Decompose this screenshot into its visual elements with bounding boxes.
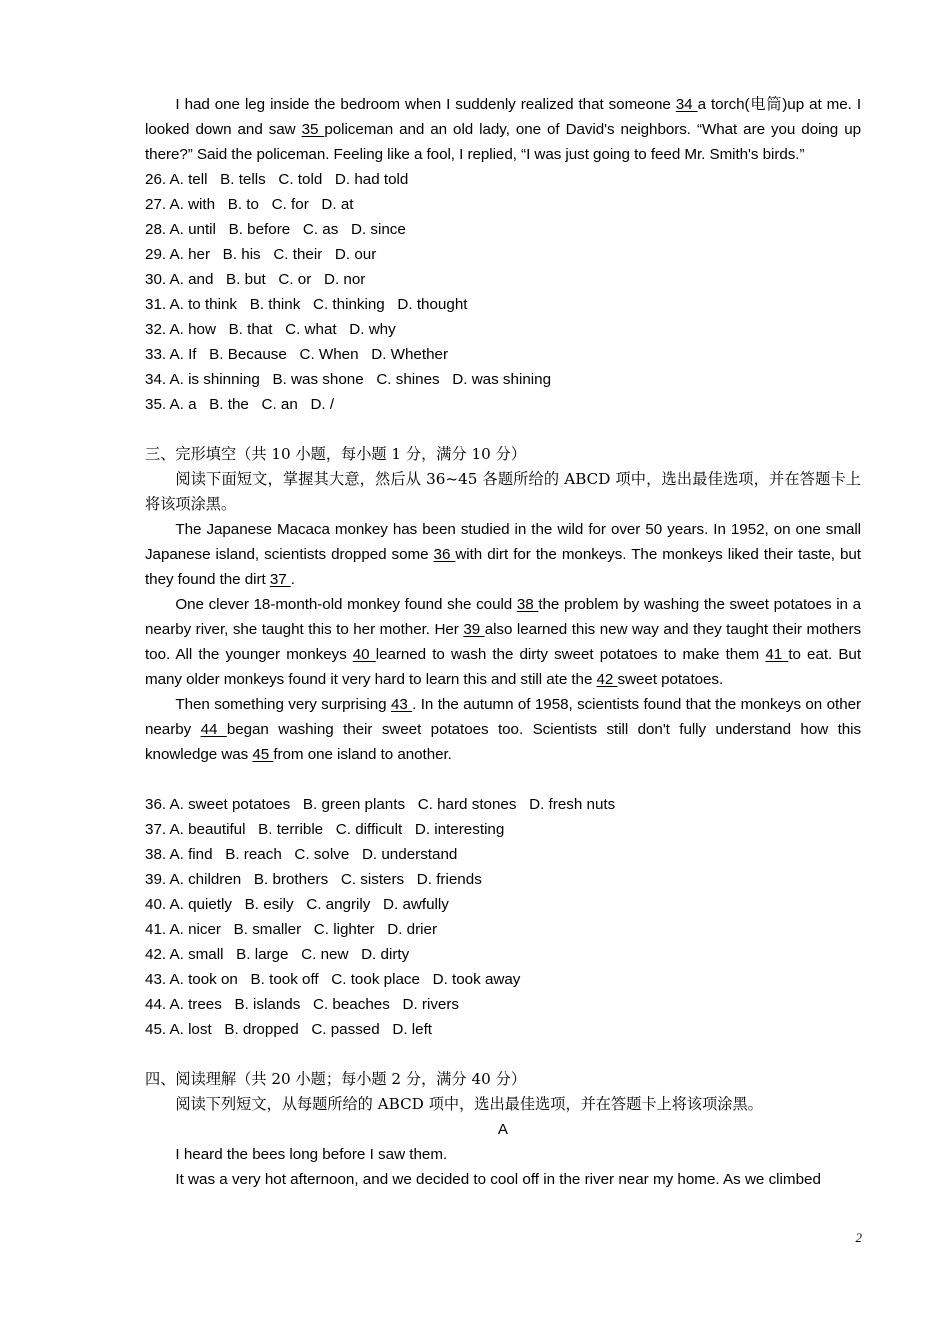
option-line[interactable]: 40. A. quietly B. esily C. angrily D. awfully <box>145 896 449 913</box>
answer-blank[interactable]: 35 <box>301 121 325 138</box>
option-line[interactable]: 30. A. and B. but C. or D. nor <box>145 271 366 288</box>
option-line[interactable]: 39. A. children B. brothers C. sisters D. friends <box>145 871 482 888</box>
answer-blank[interactable]: 41 <box>765 646 789 663</box>
option-line[interactable]: 32. A. how B. that C. what D. why <box>145 321 396 338</box>
passage-label-a: A <box>497 1121 509 1138</box>
option-line[interactable]: 33. A. If B. Because C. When D. Whether <box>145 346 449 363</box>
option-line[interactable]: 28. A. until B. before C. as D. since <box>145 221 406 238</box>
answer-blank[interactable]: 44 <box>200 721 227 738</box>
option-line[interactable]: 34. A. is shinning B. was shone C. shines D. was shining <box>145 371 552 388</box>
answer-blank[interactable]: 45 <box>252 746 274 763</box>
section-gap <box>145 1042 861 1067</box>
cloze-paragraph-1: The Japanese Macaca monkey has been studied in the wild for over 50 years. In 1952, on one small Japanese island, scientists dropped some 36 with dirt for the monkeys. The monkeys liked their taste, but they found the dirt 37 . <box>145 521 861 588</box>
option-line[interactable]: 29. A. her B. his C. their D. our <box>145 246 377 263</box>
answer-blank[interactable]: 42 <box>596 671 618 688</box>
options-list-26-35 <box>145 167 861 417</box>
option-line[interactable]: 43. A. took on B. took off C. took place D. took away <box>145 971 521 988</box>
page-number: 2 <box>855 1230 862 1245</box>
section-three-heading: 三、完形填空（共 10 小题，每小题 1 分，满分 10 分） <box>145 445 527 463</box>
options-list-36-45 <box>145 792 861 1042</box>
option-line[interactable]: 42. A. small B. large C. new D. dirty <box>145 946 410 963</box>
section-four-instruction: 阅读下列短文，从每题所给的 ABCD 项中，选出最佳选项，并在答题卡上将该项涂黑。 <box>175 1095 763 1113</box>
answer-blank[interactable]: 37 <box>269 571 291 588</box>
section-three-instruction: 阅读下面短文，掌握其大意，然后从 36~45 各题所给的 ABCD 项中，选出最佳选项，并在答题卡上将该项涂黑。 <box>145 470 861 513</box>
section-gap <box>145 767 861 792</box>
reading-passage-line: It was a very hot afternoon, and we decided to cool off in the river near my home. As we climbed <box>175 1171 821 1188</box>
answer-blank[interactable]: 38 <box>516 596 539 613</box>
section-four-heading: 四、阅读理解（共 20 小题；每小题 2 分，满分 40 分） <box>145 1070 527 1088</box>
option-line[interactable]: 35. A. a B. the C. an D. / <box>145 396 335 413</box>
answer-blank[interactable]: 43 <box>390 696 413 713</box>
page-content <box>145 92 861 1192</box>
answer-blank[interactable]: 40 <box>352 646 376 663</box>
option-line[interactable]: 38. A. find B. reach C. solve D. understand <box>145 846 458 863</box>
cloze-paragraph-3: Then something very surprising 43 . In the autumn of 1958, scientists found that the monkeys on other nearby 44 began washing their sweet potatoes too. Scientists still don't fully understand how this knowledge was 45 from one island to another. <box>145 696 862 763</box>
answer-blank[interactable]: 36 <box>433 546 456 563</box>
section-gap <box>145 417 861 442</box>
cloze-paragraph-2: One clever 18-month-old monkey found she could 38 the problem by washing the sweet potatoes in a nearby river, she taught this to her mother. Her 39 also learned this new way and they taught their mothers too. All the younger monkeys 40 learned to wash the dirty sweet potatoes to make them 41 to eat. But many older monkeys found it very hard to learn this and still ate the 42 sweet potatoes. <box>145 596 861 688</box>
option-line[interactable]: 31. A. to think B. think C. thinking D. thought <box>145 296 468 313</box>
reading-passage-line: I heard the bees long before I saw them. <box>175 1146 448 1163</box>
option-line[interactable]: 27. A. with B. to C. for D. at <box>145 196 354 213</box>
option-line[interactable]: 44. A. trees B. islands C. beaches D. rivers <box>145 996 460 1013</box>
option-line[interactable]: 37. A. beautiful B. terrible C. difficult D. interesting <box>145 821 505 838</box>
answer-blank[interactable]: 34 <box>675 96 698 113</box>
option-line[interactable]: 41. A. nicer B. smaller C. lighter D. drier <box>145 921 438 938</box>
option-line[interactable]: 26. A. tell B. tells C. told D. had told <box>145 171 409 188</box>
passage-intro-paragraph: I had one leg inside the bedroom when I suddenly realized that someone 34 a torch(电筒)up at me. I looked down and saw 35 policeman and an old lady, one of David's neighbors. “What are you doing up there?” Said the policeman. Feeling like a fool, I replied, “I was just going to feed Mr. Smith's birds.” <box>145 96 862 163</box>
answer-blank[interactable]: 39 <box>463 621 485 638</box>
option-line[interactable]: 45. A. lost B. dropped C. passed D. left <box>145 1021 433 1038</box>
option-line[interactable]: 36. A. sweet potatoes B. green plants C. hard stones D. fresh nuts <box>145 796 616 813</box>
